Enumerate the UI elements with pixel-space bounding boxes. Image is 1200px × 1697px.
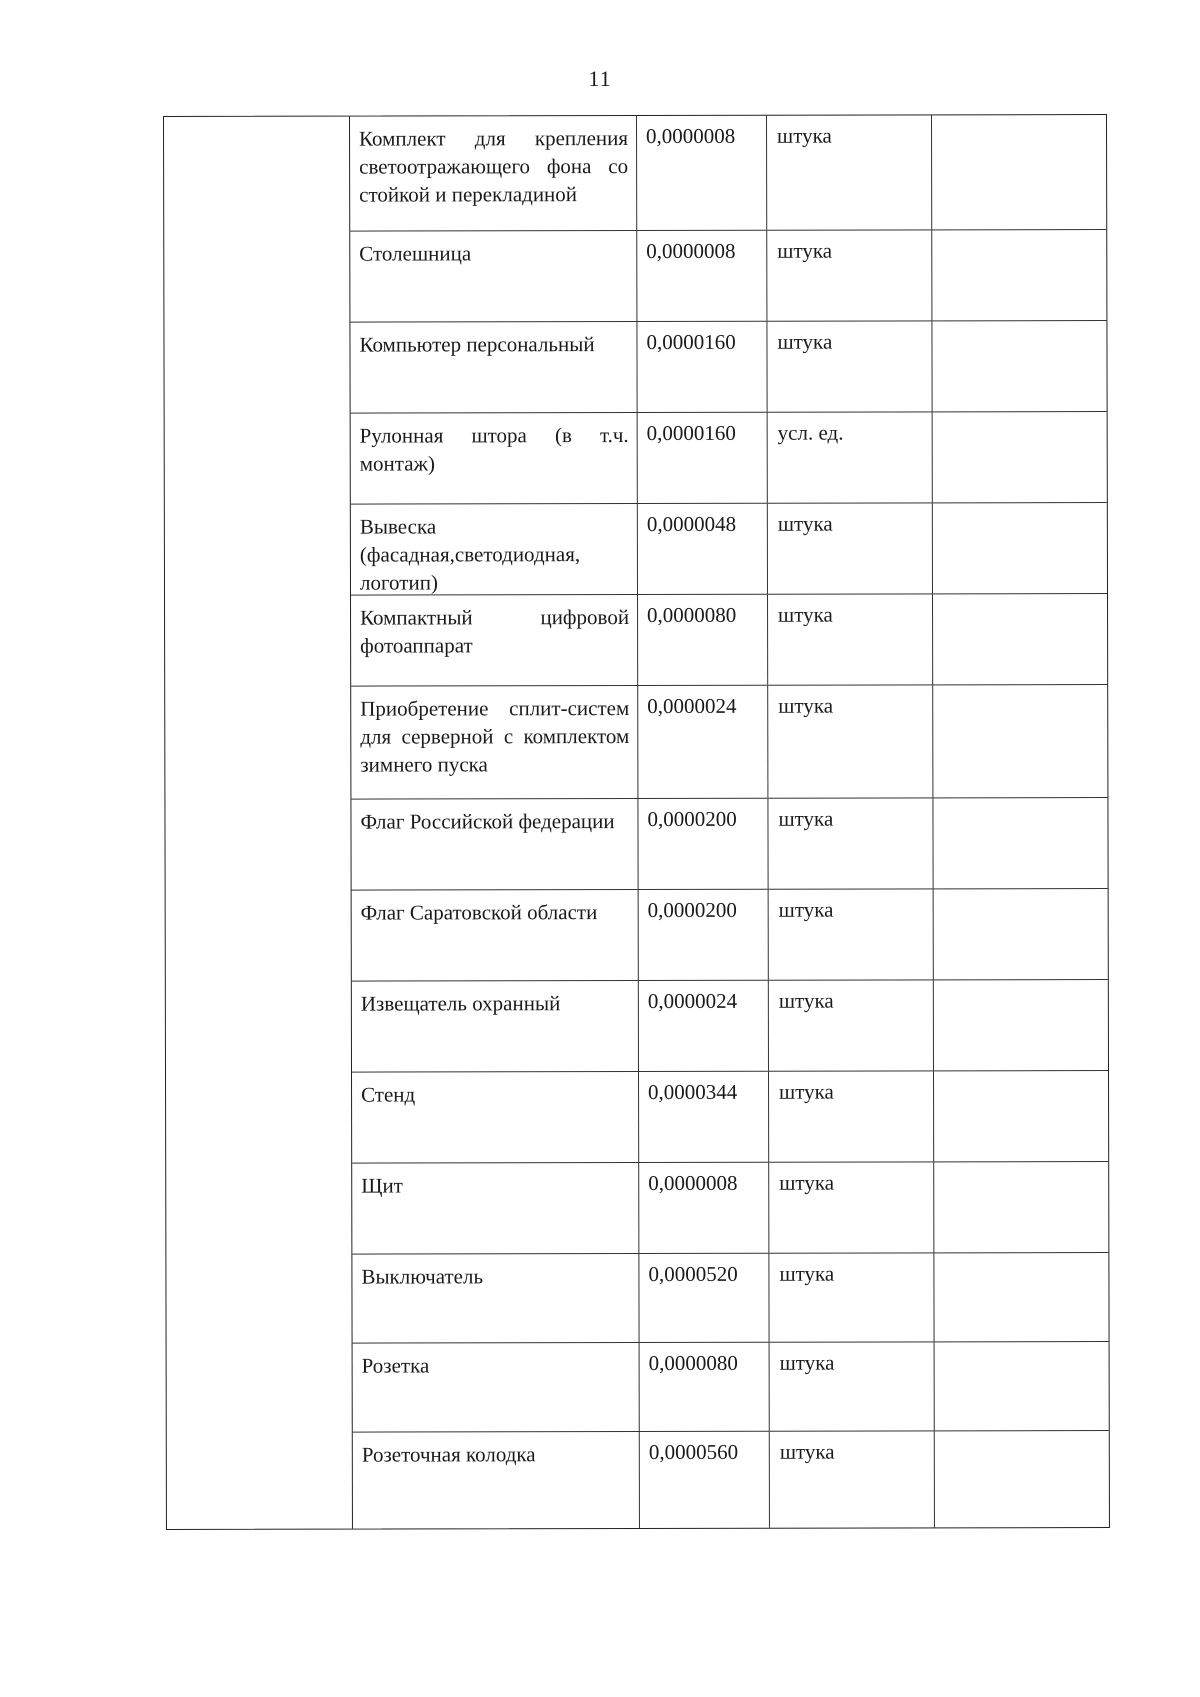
item-unit-cell: штука: [767, 321, 932, 411]
item-value-cell: 0,0000200: [638, 799, 768, 889]
table-row: [351, 412, 1107, 505]
table-row: [351, 594, 1107, 687]
item-unit-cell: штука: [767, 230, 932, 320]
item-name-cell: Комплект для крепления светоотражающего фона со стойкой и перекладиной: [350, 116, 637, 231]
table-row: [352, 1162, 1108, 1255]
item-unit-cell: штука: [768, 503, 933, 593]
table-row: [351, 685, 1107, 800]
item-unit-cell: штука: [767, 115, 932, 229]
item-unit-cell: штука: [769, 889, 934, 979]
table-row: [352, 1253, 1108, 1344]
item-value-cell: 0,0000080: [638, 595, 768, 685]
table-row: [352, 889, 1108, 982]
item-value-cell: 0,0000048: [638, 504, 768, 594]
item-unit-cell: штука: [768, 798, 933, 888]
item-name-cell: Стенд: [352, 1072, 639, 1163]
page-number: 11: [588, 66, 612, 91]
table-row: [352, 1071, 1108, 1164]
item-name-cell: Розетка: [353, 1343, 640, 1432]
table-row: [350, 230, 1106, 323]
item-unit-cell: штука: [768, 594, 933, 684]
item-empty-cell: [933, 798, 1107, 888]
item-empty-cell: [933, 685, 1107, 797]
table-row: [353, 1431, 1109, 1529]
item-empty-cell: [934, 1253, 1108, 1341]
item-empty-cell: [932, 230, 1106, 320]
item-empty-cell: [933, 412, 1107, 502]
item-value-cell: 0,0000160: [637, 322, 767, 412]
item-value-cell: 0,0000024: [639, 981, 769, 1071]
item-value-cell: 0,0000520: [639, 1254, 769, 1342]
item-unit-cell: штука: [769, 1071, 934, 1161]
table-row: [352, 980, 1108, 1073]
item-empty-cell: [933, 594, 1107, 684]
item-empty-cell: [932, 115, 1106, 229]
item-empty-cell: [934, 1162, 1108, 1252]
item-name-cell: Приобретение сплит-систем для серверной с комплектом зимнего пуска: [351, 686, 638, 799]
item-empty-cell: [933, 503, 1107, 593]
item-value-cell: 0,0000008: [639, 1163, 769, 1253]
item-name-cell: Вывеска (фасадная,светодиодная, логотип): [351, 504, 638, 595]
item-value-cell: 0,0000200: [639, 890, 769, 980]
item-name-cell: Выключатель: [352, 1254, 639, 1343]
item-value-cell: 0,0000008: [637, 231, 767, 321]
table-row: [350, 115, 1106, 232]
item-name-cell: Рулонная штора (в т.ч. монтаж): [351, 413, 638, 504]
table-rows: [350, 115, 1109, 1529]
table-row: [350, 321, 1106, 414]
item-empty-cell: [934, 889, 1108, 979]
item-empty-cell: [935, 1342, 1109, 1430]
table-row: [351, 503, 1107, 596]
item-name-cell: Щит: [352, 1163, 639, 1254]
table-row: [351, 798, 1107, 891]
item-value-cell: 0,0000080: [640, 1343, 770, 1431]
item-unit-cell: штука: [770, 1342, 935, 1430]
item-name-cell: Извещатель охранный: [352, 981, 639, 1072]
left-empty-column: [164, 117, 353, 1529]
item-value-cell: 0,0000560: [640, 1432, 770, 1528]
item-name-cell: Флаг Саратовской области: [352, 890, 639, 981]
item-name-cell: Компактный цифровой фотоаппарат: [351, 595, 638, 686]
item-empty-cell: [935, 1431, 1109, 1527]
item-value-cell: 0,0000024: [638, 686, 768, 798]
item-unit-cell: штука: [769, 980, 934, 1070]
items-table: [163, 114, 1110, 1530]
item-name-cell: Компьютер персональный: [350, 322, 637, 413]
item-value-cell: 0,0000008: [637, 116, 767, 230]
item-name-cell: Столешница: [350, 231, 637, 322]
item-value-cell: 0,0000344: [639, 1072, 769, 1162]
item-empty-cell: [932, 321, 1106, 411]
item-empty-cell: [934, 1071, 1108, 1161]
item-unit-cell: штука: [769, 1162, 934, 1252]
item-empty-cell: [934, 980, 1108, 1070]
table-row: [353, 1342, 1109, 1433]
item-name-cell: Розеточная колодка: [353, 1432, 640, 1529]
item-unit-cell: штука: [770, 1431, 935, 1527]
item-unit-cell: усл. ед.: [768, 412, 933, 502]
item-unit-cell: штука: [769, 1253, 934, 1341]
item-value-cell: 0,0000160: [638, 413, 768, 503]
item-name-cell: Флаг Российской федерации: [351, 799, 638, 890]
item-unit-cell: штука: [768, 685, 933, 797]
